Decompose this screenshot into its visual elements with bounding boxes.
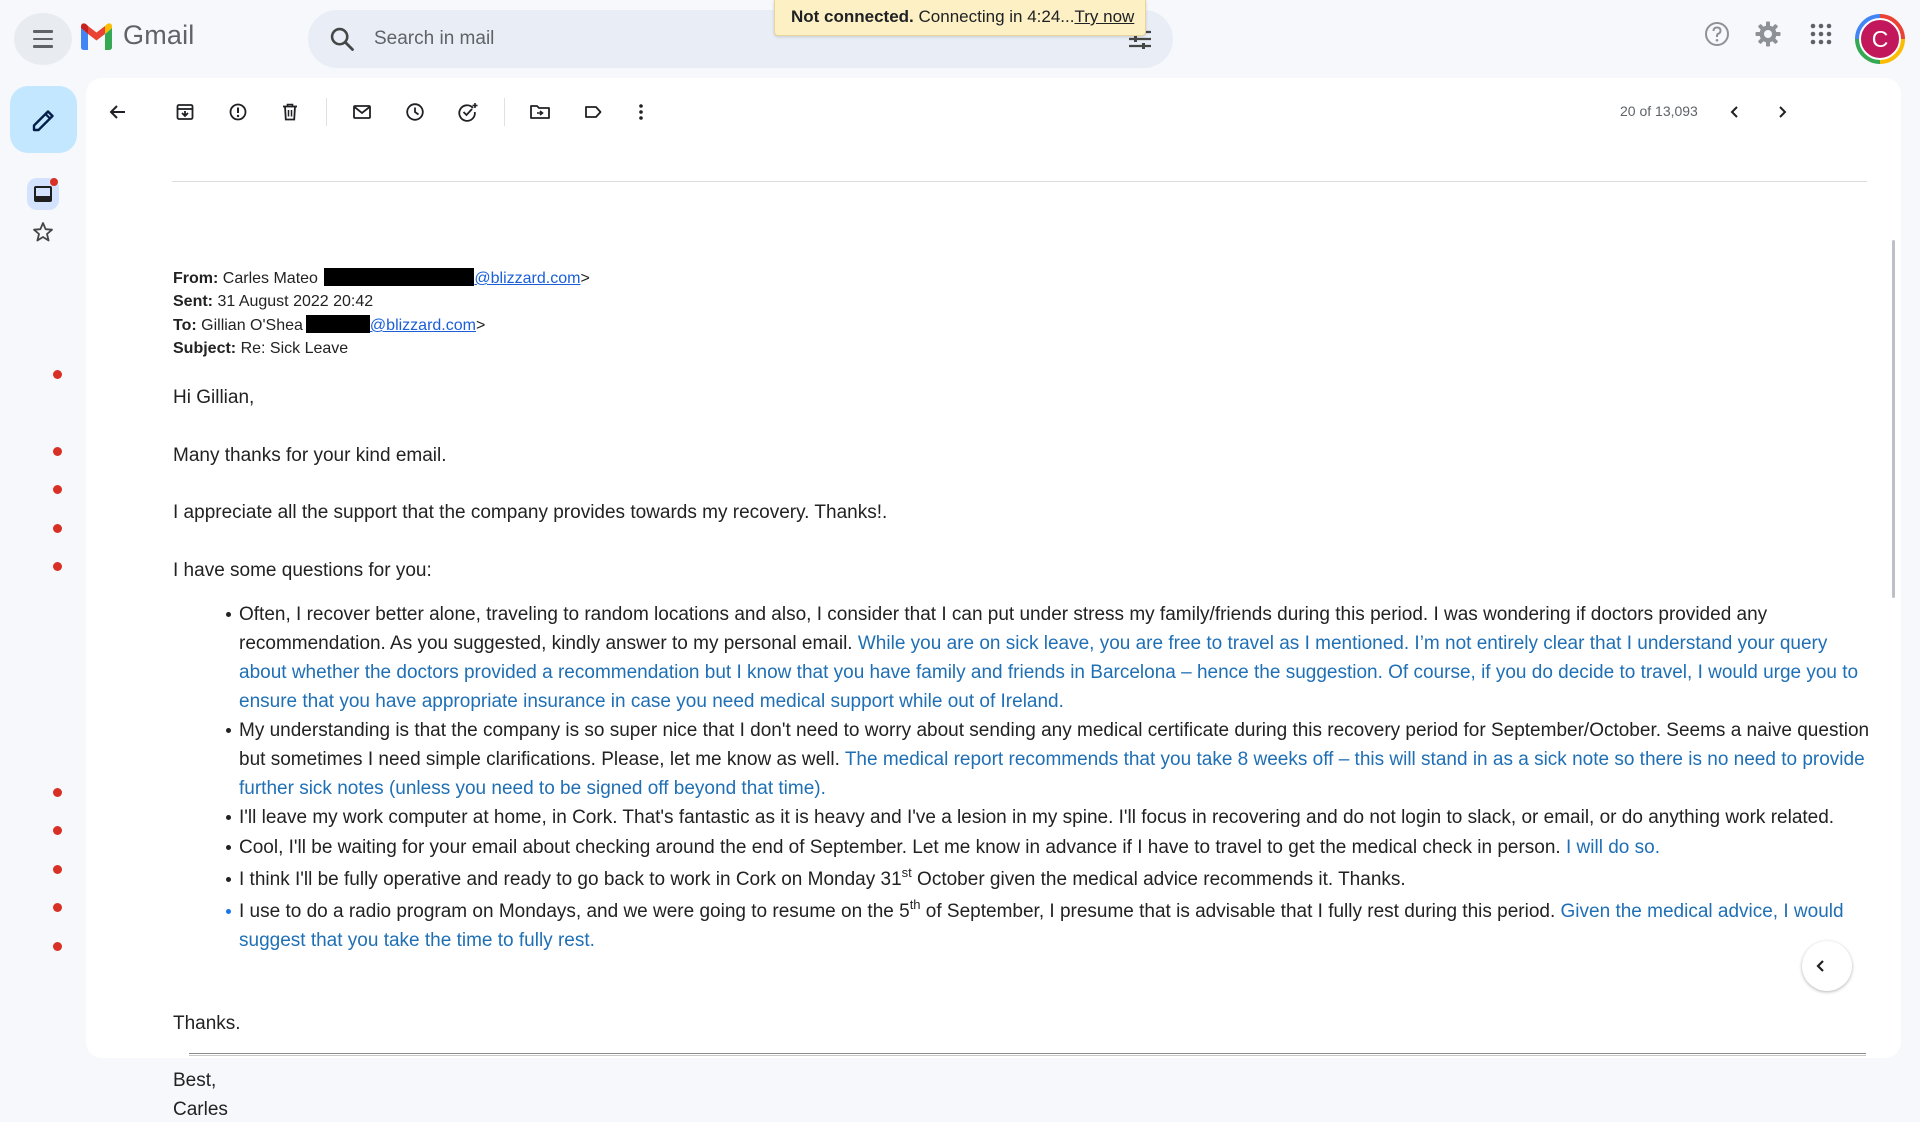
header-sent — [173, 292, 373, 312]
header-to: To: Gillian O'Shea @blizzard.com> — [173, 317, 486, 334]
pencil-icon — [30, 106, 58, 134]
list-item — [239, 833, 1877, 862]
unread-badge — [50, 178, 58, 186]
label-unread-dot[interactable] — [53, 865, 62, 874]
question-text: of September, I presume that is advisable that I fully rest during this period. — [920, 901, 1556, 922]
reply-text: While you are on sick leave, you are free to travel as I mentioned. I’m not entirely clear that I understand your query about whether the doctors provided a recommendation but I know that you have family and friends in Barcelona – hence the suggestion. Of course, if you do decide to travel, I would urge you to ensure that you have appropriate insurance in case you need medical support while out of Ireland. — [239, 633, 1859, 712]
from-name: Carles Mateo — [222, 270, 318, 287]
toolbar-divider — [504, 98, 505, 126]
toolbar-divider — [326, 98, 327, 126]
trash-icon — [280, 102, 300, 122]
redaction-block — [324, 268, 474, 286]
connection-message: Connecting in 4:24... — [918, 7, 1075, 26]
label-unread-dot[interactable] — [53, 788, 62, 797]
gmail-logo-icon — [78, 22, 115, 50]
account-avatar-button[interactable] — [1855, 14, 1905, 64]
older-message-button[interactable] — [1762, 92, 1802, 132]
clock-icon — [405, 102, 425, 122]
question-text: I think I'll be fully operative and ready to go back to work in Cork on Monday 31 — [239, 869, 902, 890]
message-counter: 20 of 13,093 — [1620, 103, 1698, 119]
report-spam-button[interactable] — [218, 92, 258, 132]
header-subject — [173, 339, 348, 359]
list-item — [239, 897, 1877, 955]
archive-button[interactable] — [165, 92, 205, 132]
redaction-block — [306, 315, 370, 333]
settings-gear-icon[interactable] — [1754, 20, 1782, 48]
body-paragraph: Many thanks for your kind email. — [173, 445, 447, 466]
list-item — [239, 865, 1877, 894]
label-unread-dot[interactable] — [53, 903, 62, 912]
label-unread-dot[interactable] — [53, 826, 62, 835]
more-vertical-icon — [638, 102, 644, 122]
sent-label: Sent: — [173, 293, 213, 310]
list-item — [239, 716, 1877, 803]
question-list — [239, 600, 1877, 955]
ordinal-suffix: st — [901, 865, 912, 880]
sign-off: Best, — [173, 1070, 217, 1091]
label-unread-dot[interactable] — [53, 562, 62, 571]
to-label: To: — [173, 317, 197, 334]
header-from: From: Carles Mateo @blizzard.com> — [173, 270, 590, 287]
to-email-link[interactable]: @blizzard.com — [369, 317, 476, 334]
chevron-left-icon — [1728, 105, 1742, 119]
move-folder-icon — [529, 102, 551, 122]
signature: Carles — [173, 1099, 228, 1120]
snooze-button[interactable] — [395, 92, 435, 132]
label-unread-dot[interactable] — [53, 485, 62, 494]
newer-message-button[interactable] — [1715, 92, 1755, 132]
vertical-scrollbar[interactable] — [1892, 240, 1895, 598]
label-unread-dot[interactable] — [53, 942, 62, 951]
question-text: My understanding is that the company is so super nice that I don't need to worry about sending any medical certificate during this recovery period for September/October. Seems a naive question but sometimes I need simple clarifications. Please, let me know as well. — [239, 720, 1870, 770]
ordinal-suffix: th — [909, 897, 921, 912]
subject-text: Re: Sick Leave — [240, 340, 349, 357]
inbox-nav-button[interactable] — [27, 178, 59, 210]
starred-star-icon[interactable] — [31, 220, 55, 244]
help-icon[interactable] — [1703, 20, 1731, 48]
greeting: Hi Gillian, — [173, 387, 255, 408]
apps-grid-icon[interactable] — [1809, 22, 1833, 46]
label-unread-dot[interactable] — [53, 524, 62, 533]
body-paragraph: I have some questions for you: — [173, 560, 432, 581]
connection-status: Not connected. — [791, 7, 914, 26]
main-menu-button[interactable] — [14, 13, 72, 65]
mail-icon — [352, 102, 372, 122]
message-panel — [86, 78, 1901, 1120]
archive-icon — [175, 102, 195, 122]
from-email-link[interactable]: @blizzard.com — [474, 270, 581, 287]
delete-button[interactable] — [270, 92, 310, 132]
closing-line: Thanks. — [173, 1013, 241, 1034]
move-to-button[interactable] — [520, 92, 560, 132]
side-panel-toggle[interactable] — [1802, 941, 1852, 991]
to-name: Gillian O'Shea — [201, 317, 303, 334]
labels-button[interactable] — [573, 92, 613, 132]
list-item — [239, 803, 1877, 832]
from-label: From: — [173, 270, 219, 287]
question-text: I'll leave my work computer at home, in Cork. That's fantastic as it is heavy and I've a lesion in my spine. I'll focus in recovering and do not login to slack, or email, or do anything work related. — [239, 807, 1835, 828]
menu-icon-line — [33, 38, 53, 41]
search-icon[interactable] — [328, 25, 356, 53]
menu-icon-line — [33, 30, 53, 33]
add-task-icon — [457, 102, 479, 122]
reply-text: Given the medical advice, I would suggest that you take the time to fully rest. — [239, 901, 1844, 951]
menu-icon-line — [33, 45, 53, 48]
sent-date: 31 August 2022 20:42 — [217, 293, 374, 310]
back-button[interactable] — [98, 92, 138, 132]
question-text: Cool, I'll be waiting for your email about checking around the end of September. Let me know in advance if I have to travel to get the medical check in person. — [239, 837, 1561, 858]
label-unread-dot[interactable] — [53, 370, 62, 379]
question-text: Often, I recover better alone, traveling to random locations and also, I consider that I can put under stress my family/friends during this period. I was wondering if doctors provided any recommendation. As you suggested, kindly answer to my personal email. — [239, 604, 1768, 654]
connection-banner — [774, 0, 1146, 36]
mark-unread-button[interactable] — [342, 92, 382, 132]
subject-label: Subject: — [173, 340, 237, 357]
list-item — [239, 600, 1877, 716]
label-icon — [583, 102, 603, 122]
avatar: C — [1859, 18, 1901, 60]
top-bar — [0, 0, 1920, 78]
more-options-button[interactable] — [621, 92, 661, 132]
reply-text: I will do so. — [1566, 837, 1660, 858]
add-to-tasks-button[interactable] — [448, 92, 488, 132]
chevron-left-icon — [1814, 959, 1828, 973]
quoted-divider — [189, 1053, 1866, 1056]
label-unread-dot[interactable] — [53, 447, 62, 456]
arrow-back-icon — [108, 102, 128, 122]
question-text: I use to do a radio program on Mondays, and we were going to resume on the 5 — [239, 901, 910, 922]
chevron-right-icon — [1775, 105, 1789, 119]
gmail-logo-text: Gmail — [123, 20, 195, 50]
question-text: October given the medical advice recommends it. Thanks. — [911, 869, 1406, 890]
inbox-icon — [33, 185, 53, 203]
reply-text: The medical report recommends that you take 8 weeks off – this will stand in as a sick note so there is no need to provide further sick notes (unless you need to be signed off beyond that time). — [239, 749, 1865, 799]
report-icon — [228, 102, 248, 122]
try-now-link[interactable]: Try now — [1074, 7, 1135, 26]
header-divider — [172, 181, 1867, 182]
body-paragraph: I appreciate all the support that the company provides towards my recovery. Thanks!. — [173, 502, 888, 523]
compose-button[interactable] — [10, 86, 77, 153]
gmail-logo[interactable] — [78, 20, 195, 51]
